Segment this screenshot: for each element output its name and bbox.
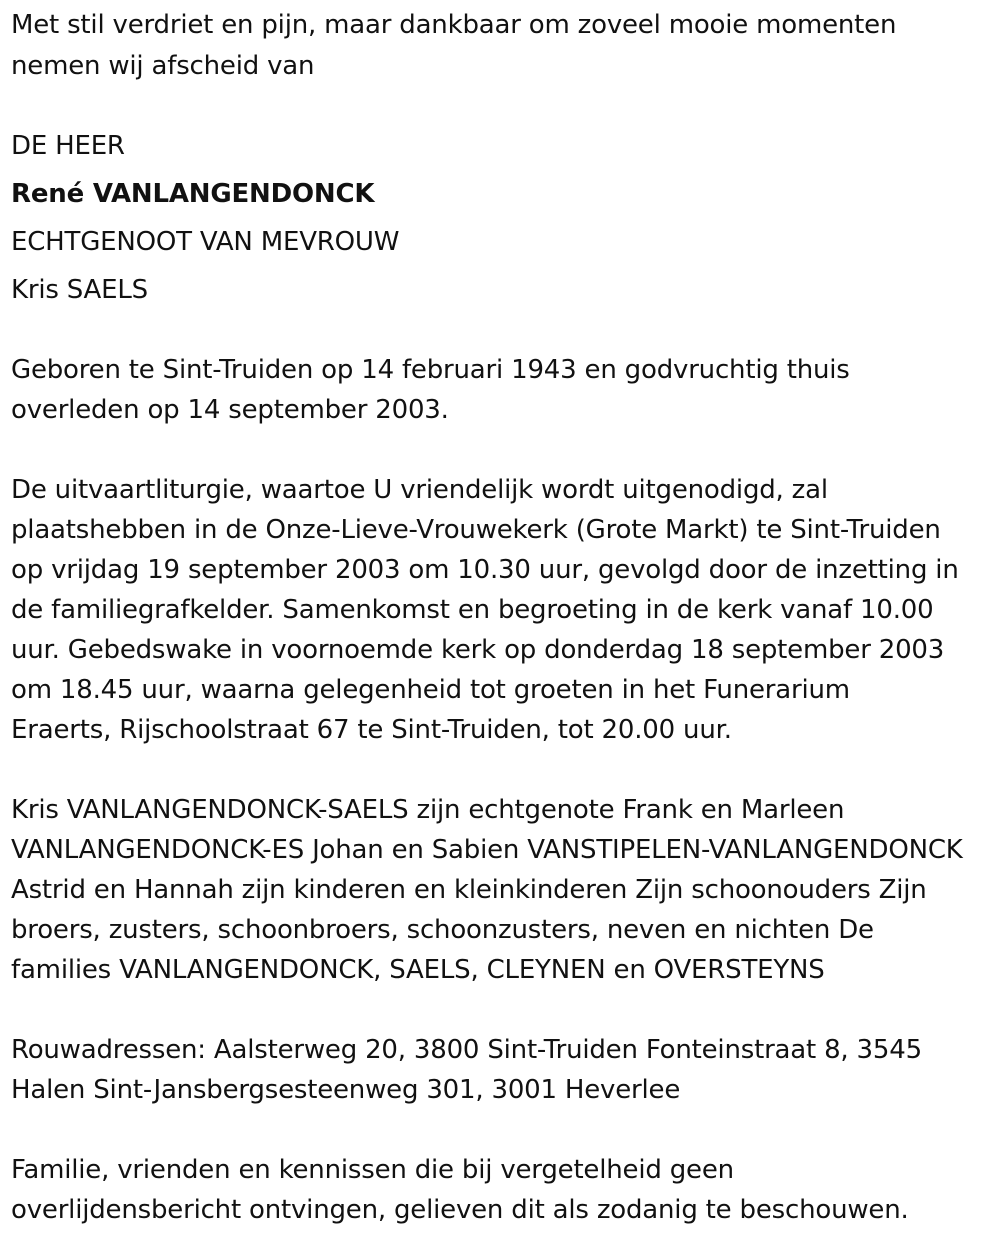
closing-line: Familie, vrienden en kennissen die bij vergetelheid geen: [11, 1155, 734, 1185]
funeral-line: op vrijdag 19 september 2003 om 10.30 uur, gevolgd door de inzetting in: [11, 555, 959, 585]
funeral-line: plaatshebben in de Onze-Lieve-Vrouwekerk (Grote Markt) te Sint-Truiden: [11, 515, 941, 545]
deceased-name: René VANLANGENDONCK: [11, 179, 375, 209]
honorific-title: DE HEER: [11, 131, 125, 161]
address-line: Halen Sint-Jansbergsesteenweg 301, 3001 Heverlee: [11, 1075, 681, 1105]
spouse-name: Kris SAELS: [11, 275, 148, 305]
spouse-label: ECHTGENOOT VAN MEVROUW: [11, 227, 400, 257]
funeral-line: de familiegrafkelder. Samenkomst en begroeting in de kerk vanaf 10.00: [11, 595, 934, 625]
family-line: Kris VANLANGENDONCK-SAELS zijn echtgenote Frank en Marleen: [11, 795, 845, 825]
family-line: Astrid en Hannah zijn kinderen en kleinkinderen Zijn schoonouders Zijn: [11, 875, 927, 905]
funeral-line: De uitvaartliturgie, waartoe U vriendelijk wordt uitgenodigd, zal: [11, 475, 828, 505]
closing-line: overlijdensbericht ontvingen, gelieven dit als zodanig te beschouwen.: [11, 1195, 909, 1225]
funeral-line: om 18.45 uur, waarna gelegenheid tot groeten in het Funerarium: [11, 675, 850, 705]
family-line: broers, zusters, schoonbroers, schoonzusters, neven en nichten De: [11, 915, 874, 945]
birth-death-line: overleden op 14 september 2003.: [11, 395, 449, 425]
address-line: Rouwadressen: Aalsterweg 20, 3800 Sint-Truiden Fonteinstraat 8, 3545: [11, 1035, 922, 1065]
intro-line: nemen wij afscheid van: [11, 51, 315, 81]
family-line: VANLANGENDONCK-ES Johan en Sabien VANSTIPELEN-VANLANGENDONCK: [11, 835, 963, 865]
intro-line: Met stil verdriet en pijn, maar dankbaar om zoveel mooie momenten: [11, 10, 897, 40]
family-line: families VANLANGENDONCK, SAELS, CLEYNEN en OVERSTEYNS: [11, 955, 825, 985]
funeral-line: Eraerts, Rijschoolstraat 67 te Sint-Truiden, tot 20.00 uur.: [11, 715, 732, 745]
funeral-line: uur. Gebedswake in voornoemde kerk op donderdag 18 september 2003: [11, 635, 945, 665]
birth-death-line: Geboren te Sint-Truiden op 14 februari 1943 en godvruchtig thuis: [11, 355, 850, 385]
